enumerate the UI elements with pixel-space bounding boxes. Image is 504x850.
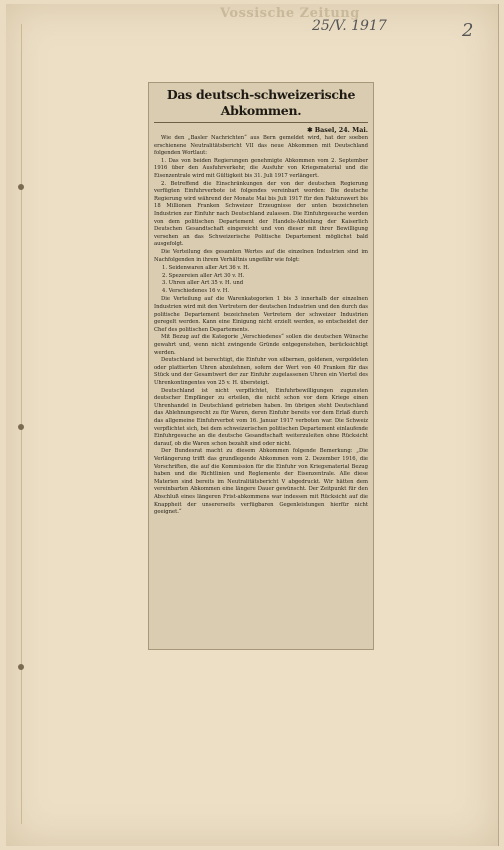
handwritten-page-number: 2 — [462, 20, 474, 41]
article-headline: Das deutsch-schweizerische Abkommen. — [154, 87, 368, 123]
industry-share-list — [162, 265, 368, 295]
list-item: 1. Seidenwaren aller Art 36 v. H. — [162, 265, 250, 272]
article-paragraph: Die Verteilung des gesamten Wertes auf die einzelnen Industrien sind im Nachfolgenden in ihrem Verhältnis ungefähr wie folgt: — [154, 248, 368, 263]
faded-masthead: Vossische Zeitung — [220, 6, 360, 21]
article-paragraph: Mit Bezug auf die Kategorie „Verschiedenes“ sollen die deutschen Wünsche gewahrt und, wenn nicht zwingende Gründe entgegenstehen, berücksichtigt werden. — [154, 334, 368, 356]
list-item: 4. Verschiedenes 16 v. H. — [162, 287, 230, 294]
list-item: 3. Uhren aller Art 35 v. H. und — [162, 280, 244, 287]
article-paragraph: 1. Das von beiden Regierungen genehmigte Abkommen vom 2. September 1916 über den Ausfuhrverkehr, die Ausfuhr von Kriegsmaterial und die Eisenzentrale wird mit Gültigkeit bis 31. Juli 1917 verlängert. — [154, 157, 368, 179]
list-item: 2. Spezereien aller Art 30 v. H. — [162, 272, 245, 279]
handwritten-date: 25/V. 1917 — [312, 18, 387, 34]
article-paragraph: Deutschland ist berechtigt, die Einfuhr von silbernen, goldenen, vergoldeten oder plattierten Uhren abzulehnen, sofern der Wert von 40 Franken für das Stück und der Gesamtwert der zur Einfuhr zugelassenen Uhren ein Viertel des Uhrenkontingentes von 25 v. H. übersteigt. — [154, 357, 368, 386]
article-paragraph: Der Bundesrat macht zu diesem Abkommen folgende Bemerkung: „Die Verlängerung trifft das grundlegende Abkommen vom 2. Dezember 1916, die Vorschriften, die auf die Kommission für die Einfuhr von Kriegsmaterial Bezug haben und die Richtlinien und Reglemente der Eisenzentrale. Alle diese Materien sind bereits im Neutralitätsbericht V abgedruckt. Wir hätten dem vereinbarten Abkommen eine längere Dauer gewünscht. Der Zeitpunkt für den Abschluß eines längeren Frist-abkommens war indessen mit Rücksicht auf die Knappheit der unsererseits verfügbaren Gegenleistungen hierfür nicht geeignet.“ — [154, 448, 368, 516]
article-paragraph: Die Verteilung auf die Warenkategorien 1 bis 3 innerhalb der einzelnen Industrien wird mit den Vertretern der deutschen Industrien und den durch das politische Departement bezeichneten Vertretern der schweizer Industrien geregelt werden. Kann eine Einigung nicht erzielt werden, so entscheidet der Chef des politischen Departements. — [154, 296, 368, 333]
article-dateline: ✱ Basel, 24. Mai. — [307, 126, 368, 134]
article-paragraph: Wie den „Basler Nachrichten“ aus Bern gemeldet wird, hat der soeben erschienene Neutralitätsbericht VII das neue Abkommen mit Deutschland folgenden Wortlaut: — [154, 135, 368, 157]
punch-hole-bottom — [18, 664, 24, 670]
punch-hole-top — [18, 184, 24, 190]
article-paragraph: 2. Betreffend die Einschränkungen der von der deutschen Regierung verfügten Einfuhrverbote ist folgendes vereinbart worden: Die deutsche Regierung wird während der Monate Mai bis Juli 1917 für den Fakturawert bis 18 Millionen Franken Schweizer Erzeugnisse der unten bezeichneten Industrien zur Einfuhr nach Deutschland zulassen. Die Einfuhrgesuche werden von dem politischen Departement der Handels-Abteilung der Kaiserlich Deutschen Gesandtschaft eingereicht und von dieser mit ihrer Bewilligung versehen an das Schweizerische Politische Departement möglichst bald ausgefolgt. — [154, 180, 368, 248]
article-paragraph: Deutschland ist nicht verpflichtet, Einfuhrbewilligungen zugunsten deutscher Empfänger zu erteilen, die nicht schon vor dem Kriege einen Uhrenhandel in Deutschland getrieben haben. Im übrigen steht Deutschland das Ablehnungsrecht zu für Waren, deren Einfuhr bereits vor dem Erlaß durch das allgemeine Einfuhrverbot vom 16. Januar 1917 verboten war. Die Schweiz verpflichtet sich, bei dem schweizerischen politischen Departement einlaufende Einfuhrgesuche an die deutsche Gesandtschaft weiterzuleiten ohne Rücksicht darauf, ob die Waren schon bezahlt sind oder nicht. — [154, 387, 368, 447]
newspaper-clipping — [148, 82, 374, 650]
punch-hole-middle — [18, 424, 24, 430]
